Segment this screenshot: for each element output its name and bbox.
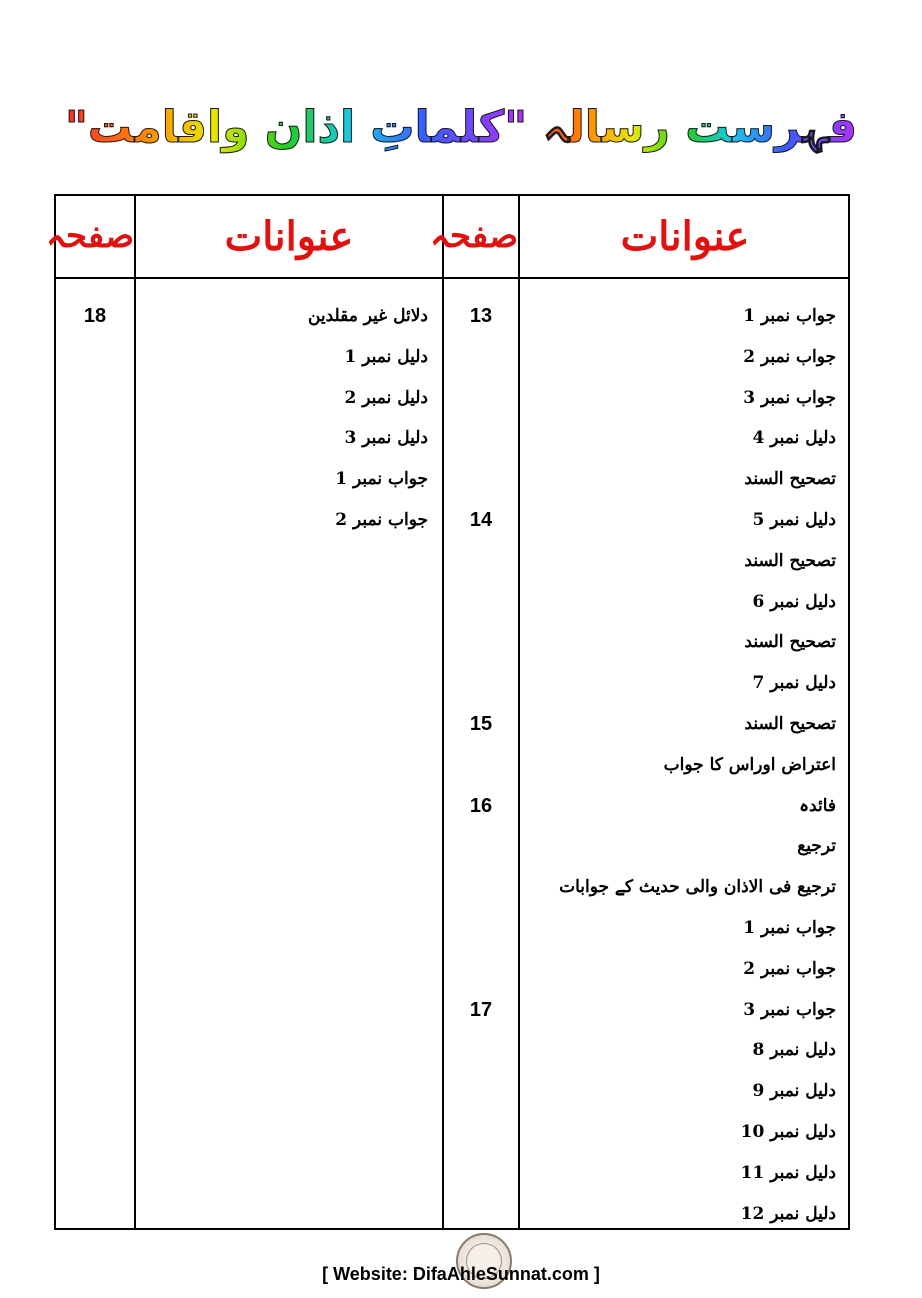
topic-entry: جواب نمبر 3 [743,1000,836,1020]
topic-entry: جواب نمبر 2 [335,510,428,530]
page-number: 18 [83,305,107,327]
topic-entry: ترجیع فی الاذان والی حدیث کے جوابات [559,877,836,897]
title-quoted: "کلماتِ اذان واقامت" [64,102,528,153]
topic-entry: دلیل نمبر 8 [752,1040,836,1060]
topic-entry: اعتراض اوراس کا جواب [663,755,836,775]
topic-entry: تصحیح السند [744,469,836,489]
topic-entry: دلائل غیر مقلدین [307,306,428,326]
topic-entry: دلیل نمبر 2 [344,388,428,408]
topic-entry: جواب نمبر 1 [743,918,836,938]
topic-entry: دلیل نمبر 12 [740,1204,836,1224]
page-number: 17 [469,999,493,1021]
topic-entry: دلیل نمبر 9 [752,1081,836,1101]
topic-entry: دلیل نمبر 5 [752,510,836,530]
topic-entry: دلیل نمبر 4 [752,428,836,448]
topic-entry: جواب نمبر 1 [335,469,428,489]
document-title [0,88,922,168]
header-topics-left: عنوانات [224,213,354,260]
header-topics-right: عنوانات [620,213,750,260]
page-number: 16 [469,795,493,817]
topic-entry: تصحیح السند [744,551,836,571]
header-page-right: صفحہ [430,216,518,256]
header-page-left: صفحہ [46,216,134,256]
topic-entry: دلیل نمبر 7 [752,673,836,693]
topic-entry: دلیل نمبر 10 [740,1122,836,1142]
topic-entry: تصحیح السند [744,632,836,652]
header-divider [56,277,848,279]
topic-entry: تصحیح السند [744,714,836,734]
topic-entry: فائدہ [799,796,836,816]
topic-entry: جواب نمبر 2 [743,347,836,367]
topic-entry: دلیل نمبر 3 [344,428,428,448]
topic-entry: دلیل نمبر 6 [752,592,836,612]
index-table [46,194,850,1230]
title-prefix: فہرست رسالہ [527,102,858,153]
topic-entry: دلیل نمبر 11 [740,1163,836,1183]
page-number: 14 [469,509,493,531]
page-number: 13 [469,305,493,327]
topic-entry: جواب نمبر 1 [743,306,836,326]
topic-entry: جواب نمبر 3 [743,388,836,408]
topic-entry: ترجیع [797,836,836,856]
topic-entry: جواب نمبر 2 [743,959,836,979]
page-number: 15 [469,713,493,735]
website-footer: [ Website: DifaAhleSunnat.com ] [322,1264,600,1284]
topic-entry: دلیل نمبر 1 [344,347,428,367]
